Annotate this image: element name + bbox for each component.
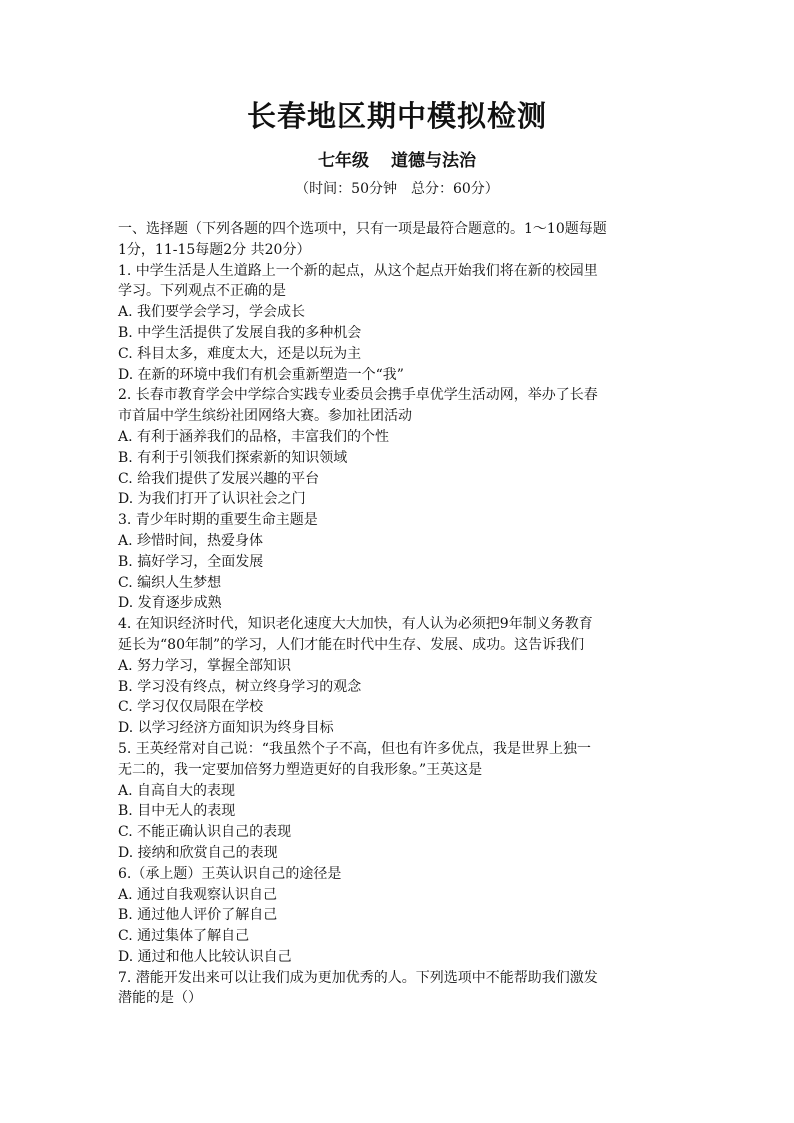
option-d: D. 在新的环境中我们有机会重新塑造一个“我” — [118, 366, 404, 383]
option-c: C. 不能正确认识自己的表现 — [118, 824, 292, 841]
option-a: A. 有利于涵养我们的品格，丰富我们的个性 — [118, 428, 390, 445]
option-a: A. 努力学习，掌握全部知识 — [118, 657, 292, 674]
option-d: D. 发育逐步成熟 — [118, 595, 222, 612]
question-stem-line: 1. 中学生活是人生道路上一个新的起点，从这个起点开始我们将在新的校园里 — [118, 262, 598, 279]
option-a: A. 自高自大的表现 — [118, 782, 236, 799]
option-b: B. 有利于引领我们探索新的知识领域 — [118, 449, 348, 466]
option-d: D. 通过和他人比较认识自己 — [118, 948, 292, 965]
question-stem-line: 5. 王英经常对自己说：“我虽然个子不高，但也有许多优点，我是世界上独一 — [118, 740, 591, 757]
option-b: B. 目中无人的表现 — [118, 803, 236, 820]
exam-subtitle — [0, 148, 794, 174]
question-4 — [118, 614, 678, 739]
question-6 — [118, 864, 678, 968]
question-5 — [118, 739, 678, 864]
option-d: D. 接纳和欣赏自己的表现 — [118, 844, 278, 861]
question-7 — [118, 968, 678, 1010]
question-stem-line: 2. 长春市教育学会中学综合实践专业委员会携手卓优学生活动网，举办了长春 — [118, 387, 598, 404]
grade-label: 七年级 — [318, 151, 369, 171]
question-1 — [118, 261, 678, 386]
option-c: C. 学习仅仅局限在学校 — [118, 699, 264, 716]
section-header-line: 一、选择题（下列各题的四个选项中，只有一项是最符合题意的。1～10题每题 — [118, 221, 607, 237]
option-c: C. 给我们提供了发展兴趣的平台 — [118, 470, 320, 487]
option-c: C. 科目太多，难度太大，还是以玩为主 — [118, 345, 362, 362]
time-score-info: （时间：50分钟 总分：60分） — [295, 181, 499, 197]
option-b: B. 通过他人评价了解自己 — [118, 907, 278, 924]
question-2 — [118, 385, 678, 510]
question-stem-line: 潜能的是（） — [118, 990, 202, 1007]
option-a: A. 我们要学会学习，学会成长 — [118, 304, 306, 321]
question-stem-line: 市首届中学生缤纷社团网络大赛。参加社团活动 — [118, 408, 412, 425]
option-c: C. 通过集体了解自己 — [118, 928, 250, 945]
option-c: C. 编织人生梦想 — [118, 574, 222, 591]
section-header-line: 1分，11-15每题2分 共20分） — [118, 241, 311, 258]
document-header — [0, 96, 794, 200]
option-d: D. 为我们打开了认识社会之门 — [118, 491, 306, 508]
question-stem-line: 6.（承上题）王英认识自己的途径是 — [118, 865, 342, 882]
exam-body — [118, 219, 678, 1009]
question-stem-line: 3. 青少年时期的重要生命主题是 — [118, 512, 318, 529]
option-b: B. 学习没有终点，树立终身学习的观念 — [118, 678, 362, 695]
option-a: A. 珍惜时间，热爱身体 — [118, 532, 264, 549]
question-stem-line: 4. 在知识经济时代，知识老化速度大大加快，有人认为必须把9年制义务教育 — [118, 616, 593, 633]
question-stem-line: 学习。下列观点不正确的是 — [118, 283, 286, 300]
question-3 — [118, 510, 678, 614]
page-title: 长春地区期中模拟检测 — [246, 99, 547, 133]
option-d: D. 以学习经济方面知识为终身目标 — [118, 720, 334, 737]
question-stem-line: 7. 潜能开发出来可以让我们成为更加优秀的人。下列选项中不能帮助我们激发 — [118, 969, 598, 986]
subject-label: 道德与法治 — [391, 151, 476, 171]
option-b: B. 中学生活提供了发展自我的多种机会 — [118, 324, 362, 341]
option-a: A. 通过自我观察认识自己 — [118, 886, 278, 903]
option-b: B. 搞好学习，全面发展 — [118, 553, 264, 570]
question-stem-line: 无二的，我一定要加倍努力塑造更好的自我形象。”王英这是 — [118, 761, 483, 778]
question-stem-line: 延长为“80年制”的学习，人们才能在时代中生存、发展、成功。这告诉我们 — [118, 636, 585, 653]
